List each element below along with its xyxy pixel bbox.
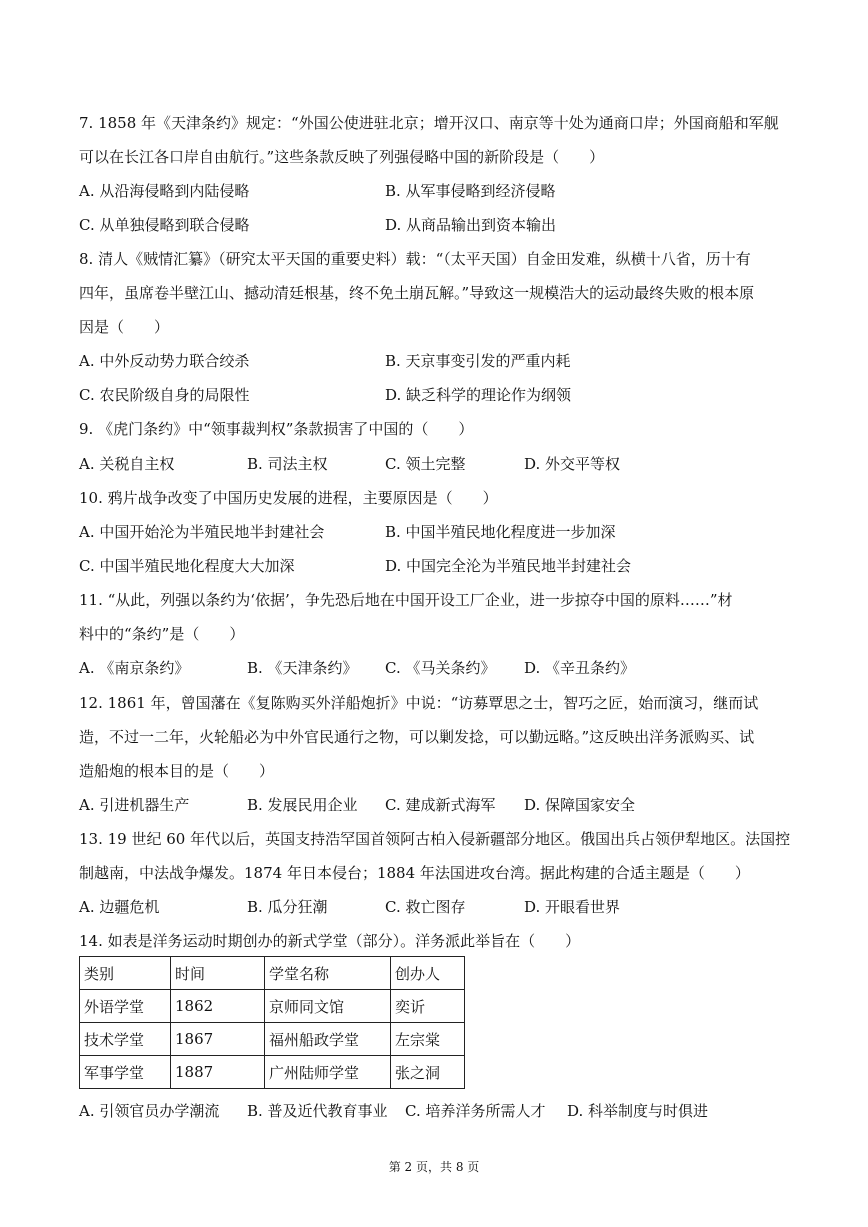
question-13-text: 13. 19 世纪 60 年代以后，英国支持浩罕国首领阿古柏入侵新疆部分地区。俄国出兵占领伊犁地区。法国控 xyxy=(79,830,791,848)
question-14-option-d: D. 科举制度与时俱进 xyxy=(567,1102,709,1120)
table-header-cell: 类别 xyxy=(80,957,171,990)
question-7-option-c: C. 从单独侵略到联合侵略 xyxy=(79,216,250,234)
question-8-option-c: C. 农民阶级自身的局限性 xyxy=(79,386,250,404)
question-11-option-c: C. 《马关条约》 xyxy=(385,659,496,677)
question-8-option-a: A. 中外反动势力联合绞杀 xyxy=(79,352,250,370)
question-7-option-d: D. 从商品输出到资本输出 xyxy=(385,216,557,234)
question-12-option-b: B. 发展民用企业 xyxy=(247,796,358,814)
question-13-option-d: D. 开眼看世界 xyxy=(524,898,621,916)
page-number-footer: 第 2 页，共 8 页 xyxy=(388,1160,480,1174)
question-13-option-b: B. 瓜分狂潮 xyxy=(247,898,328,916)
question-14-option-a: A. 引领官员办学潮流 xyxy=(79,1102,220,1120)
question-10-text: 10. 鸦片战争改变了中国历史发展的进程，主要原因是（ ） xyxy=(79,489,498,507)
question-8-text: 8. 清人《贼情汇纂》（研究太平天国的重要史料）载：“（太平天国）自金田发难，纵横十八省，历十有 xyxy=(79,250,751,268)
schools-table xyxy=(79,956,465,1089)
question-9-option-d: D. 外交平等权 xyxy=(524,455,621,473)
question-12-text: 12. 1861 年，曾国藩在《复陈购买外洋船炮折》中说：“访募覃思之士，智巧之匠，始而演习，继而试 xyxy=(79,694,759,712)
question-12-option-d: D. 保障国家安全 xyxy=(524,796,636,814)
question-14-text: 14. 如表是洋务运动时期创办的新式学堂（部分）。洋务派此举旨在（ ） xyxy=(79,932,581,950)
question-10-option-d: D. 中国完全沦为半殖民地半封建社会 xyxy=(385,557,632,575)
table-header-cell: 创办人 xyxy=(391,957,465,990)
table-cell: 广州陆师学堂 xyxy=(265,1056,391,1089)
question-10-option-c: C. 中国半殖民地化程度大大加深 xyxy=(79,557,295,575)
table-cell: 左宗棠 xyxy=(391,1023,465,1056)
question-14-option-c: C. 培养洋务所需人才 xyxy=(405,1102,546,1120)
question-9-text: 9. 《虎门条约》中“领事裁判权”条款损害了中国的（ ） xyxy=(79,420,474,438)
table-cell: 技术学堂 xyxy=(80,1023,171,1056)
question-8-text: 四年，虽席卷半壁江山、撼动清廷根基，终不免土崩瓦解。”导致这一规模浩大的运动最终失败的根本原 xyxy=(79,284,755,302)
table-cell: 京师同文馆 xyxy=(265,990,391,1023)
table-cell: 军事学堂 xyxy=(80,1056,171,1089)
question-11-option-b: B. 《天津条约》 xyxy=(247,659,358,677)
question-7-text: 可以在长江各口岸自由航行。”这些条款反映了列强侵略中国的新阶段是（ ） xyxy=(79,148,605,166)
table-cell: 福州船政学堂 xyxy=(265,1023,391,1056)
question-7-option-a: A. 从沿海侵略到内陆侵略 xyxy=(79,182,250,200)
table-cell: 外语学堂 xyxy=(80,990,171,1023)
table-row xyxy=(80,1056,465,1089)
question-7-option-b: B. 从军事侵略到经济侵略 xyxy=(385,182,556,200)
question-9-option-b: B. 司法主权 xyxy=(247,455,328,473)
question-12-option-c: C. 建成新式海军 xyxy=(385,796,496,814)
question-13-option-a: A. 边疆危机 xyxy=(79,898,160,916)
question-9-option-a: A. 关税自主权 xyxy=(79,455,175,473)
question-12-text: 造船炮的根本目的是（ ） xyxy=(79,762,275,780)
question-12-text: 造，不过一二年，火轮船必为中外官民通行之物，可以剿发捻，可以勤远略。”这反映出洋务派购买、试 xyxy=(79,728,755,746)
question-14-option-b: B. 普及近代教育事业 xyxy=(247,1102,388,1120)
table-cell: 奕䜣 xyxy=(391,990,465,1023)
question-13-option-c: C. 救亡图存 xyxy=(385,898,466,916)
question-13-text: 制越南，中法战争爆发。1874 年日本侵台；1884 年法国进攻台湾。据此构建的合适主题是（ ） xyxy=(79,864,750,882)
question-8-option-b: B. 天京事变引发的严重内耗 xyxy=(385,352,571,370)
table-cell: 1862 xyxy=(171,990,265,1023)
question-11-text: 11. “从此，列强以条约为‘依据’，争先恐后地在中国开设工厂企业，进一步掠夺中国的原料……”材 xyxy=(79,591,733,609)
question-11-option-a: A. 《南京条约》 xyxy=(79,659,190,677)
table-header-cell: 时间 xyxy=(171,957,265,990)
table-header-cell: 学堂名称 xyxy=(265,957,391,990)
question-11-text: 料中的“条约”是（ ） xyxy=(79,625,245,643)
question-8-option-d: D. 缺乏科学的理论作为纲领 xyxy=(385,386,572,404)
question-8-text: 因是（ ） xyxy=(79,318,170,336)
table-row xyxy=(80,1023,465,1056)
question-10-option-b: B. 中国半殖民地化程度进一步加深 xyxy=(385,523,616,541)
question-7-text: 7. 1858 年《天津条约》规定：“外国公使进驻北京；增开汉口、南京等十处为通商口岸；外国商船和军舰 xyxy=(79,114,779,132)
table-row xyxy=(80,990,465,1023)
question-12-option-a: A. 引进机器生产 xyxy=(79,796,190,814)
table-header-row xyxy=(80,957,465,990)
question-10-option-a: A. 中国开始沦为半殖民地半封建社会 xyxy=(79,523,325,541)
table-cell: 1867 xyxy=(171,1023,265,1056)
table-cell: 1887 xyxy=(171,1056,265,1089)
table-cell: 张之洞 xyxy=(391,1056,465,1089)
question-11-option-d: D. 《辛丑条约》 xyxy=(524,659,636,677)
question-9-option-c: C. 领土完整 xyxy=(385,455,466,473)
